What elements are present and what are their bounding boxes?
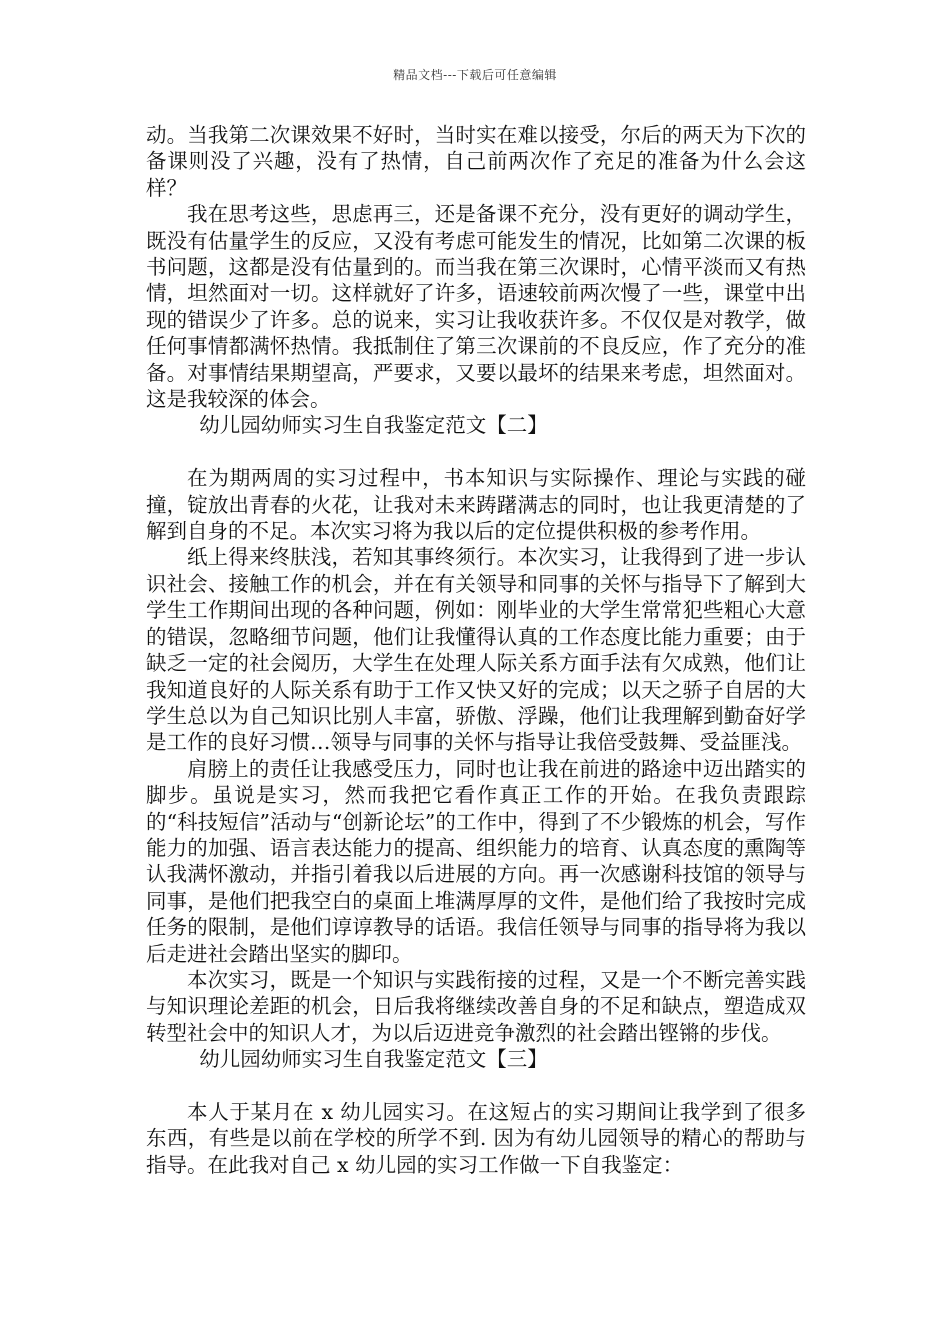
paragraph-internship-intro: 在为期两周的实习过程中，书本知识与实际操作、理论与实践的碰撞，锭放出青春的火花，让我对未来踌躇满志的同时，也让我更清楚的了解到自身的不足。本次实习将为我以后的定位提供积极的参考作用。 xyxy=(146,466,806,544)
section-heading-three: 幼儿园幼师实习生自我鉴定范文【三】 xyxy=(199,1047,548,1072)
blank-line xyxy=(146,439,806,465)
paragraph-social-learning: 纸上得来终肤浅，若知其事终须行。本次实习，让我得到了进一步认识社会、接触工作的机会，并在有关领导和同事的关怀与指导下了解到大学生工作期间出现的各种问题，例如：刚毕业的大学生常常犯些粗心大意的错误，忽略细节问题，他们让我懂得认真的工作态度比能力重要；由于缺乏一定的社会阅历，大学生在处理人际关系方面手法有欠成熟，他们让我知道良好的人际关系有助于工作又快又好的完成；以天之骄子自居的大学生总以为自己知识比别人丰富，骄傲、浮躁，他们让我理解到勤奋好学是工作的良好习惯…领导与同事的关怀与指导让我倍受鼓舞、受益匪浅。 xyxy=(146,545,806,755)
document-body xyxy=(146,122,806,1178)
paragraph-kindergarten-intro: 本人于某月在 x 幼儿园实习。在这短占的实习期间让我学到了很多东西，有些是以前在学校的所学不到. 因为有幼儿园领导的精心的帮助与指导。在此我对自己 x 幼儿园的实习工作做一下自我鉴定： xyxy=(146,1100,806,1177)
paragraph-summary: 本次实习，既是一个知识与实践衔接的过程，又是一个不断完善实践与知识理论差距的机会，日后我将继续改善自身的不足和缺点，塑造成双转型社会中的知识人才，为以后迈进竞争激烈的社会踏出铿锵的步伐。 xyxy=(146,967,806,1045)
paragraph-reflection: 我在思考这些，思虑再三，还是备课不充分，没有更好的调动学生，既没有估量学生的反应，又没有考虑可能发生的情况，比如第二次课的板书问题，这都是没有估量到的。而当我在第三次课时，心情平淡而又有热情，坦然面对一切。这样就好了许多，语速较前两次慢了一些，课堂中出现的错误少了许多。总的说来，实习让我收获许多。不仅仅是对教学，做任何事情都满怀热情。我抵制住了第三次课前的不良反应，作了充分的准备。对事情结果期望高，严要求，又要以最坏的结果来考虑，坦然面对。这是我较深的体会。 xyxy=(146,202,806,412)
paragraph-responsibility: 肩膀上的责任让我感受压力，同时也让我在前进的路途中迈出踏实的脚步。虽说是实习，然而我把它看作真正工作的开始。在我负责跟踪的“科技短信”活动与“创新论坛”的工作中，得到了不少锻炼的机会，写作能力的加强、语言表达能力的提高、组织能力的培育、认真态度的熏陶等认我满怀激动，并指引着我以后进展的方向。再一次感谢科技馆的领导与同事，是他们把我空白的桌面上堆满厚厚的文件，是他们给了我按时完成任务的限制，是他们谆谆教导的话语。我信任领导与同事的指导将为我以后走进社会踏出坚实的脚印。 xyxy=(146,756,806,966)
section-heading-two: 幼儿园幼师实习生自我鉴定范文【二】 xyxy=(199,413,548,438)
blank-line xyxy=(146,1073,806,1099)
page-header: 精品文档---下载后可任意编辑 xyxy=(393,68,557,82)
paragraph-continuation: 动。当我第二次课效果不好时，当时实在难以接受，尔后的两天为下次的备课则没了兴趣，没有了热情，自己前两次作了充足的准备为什么会这样？ xyxy=(146,123,806,200)
